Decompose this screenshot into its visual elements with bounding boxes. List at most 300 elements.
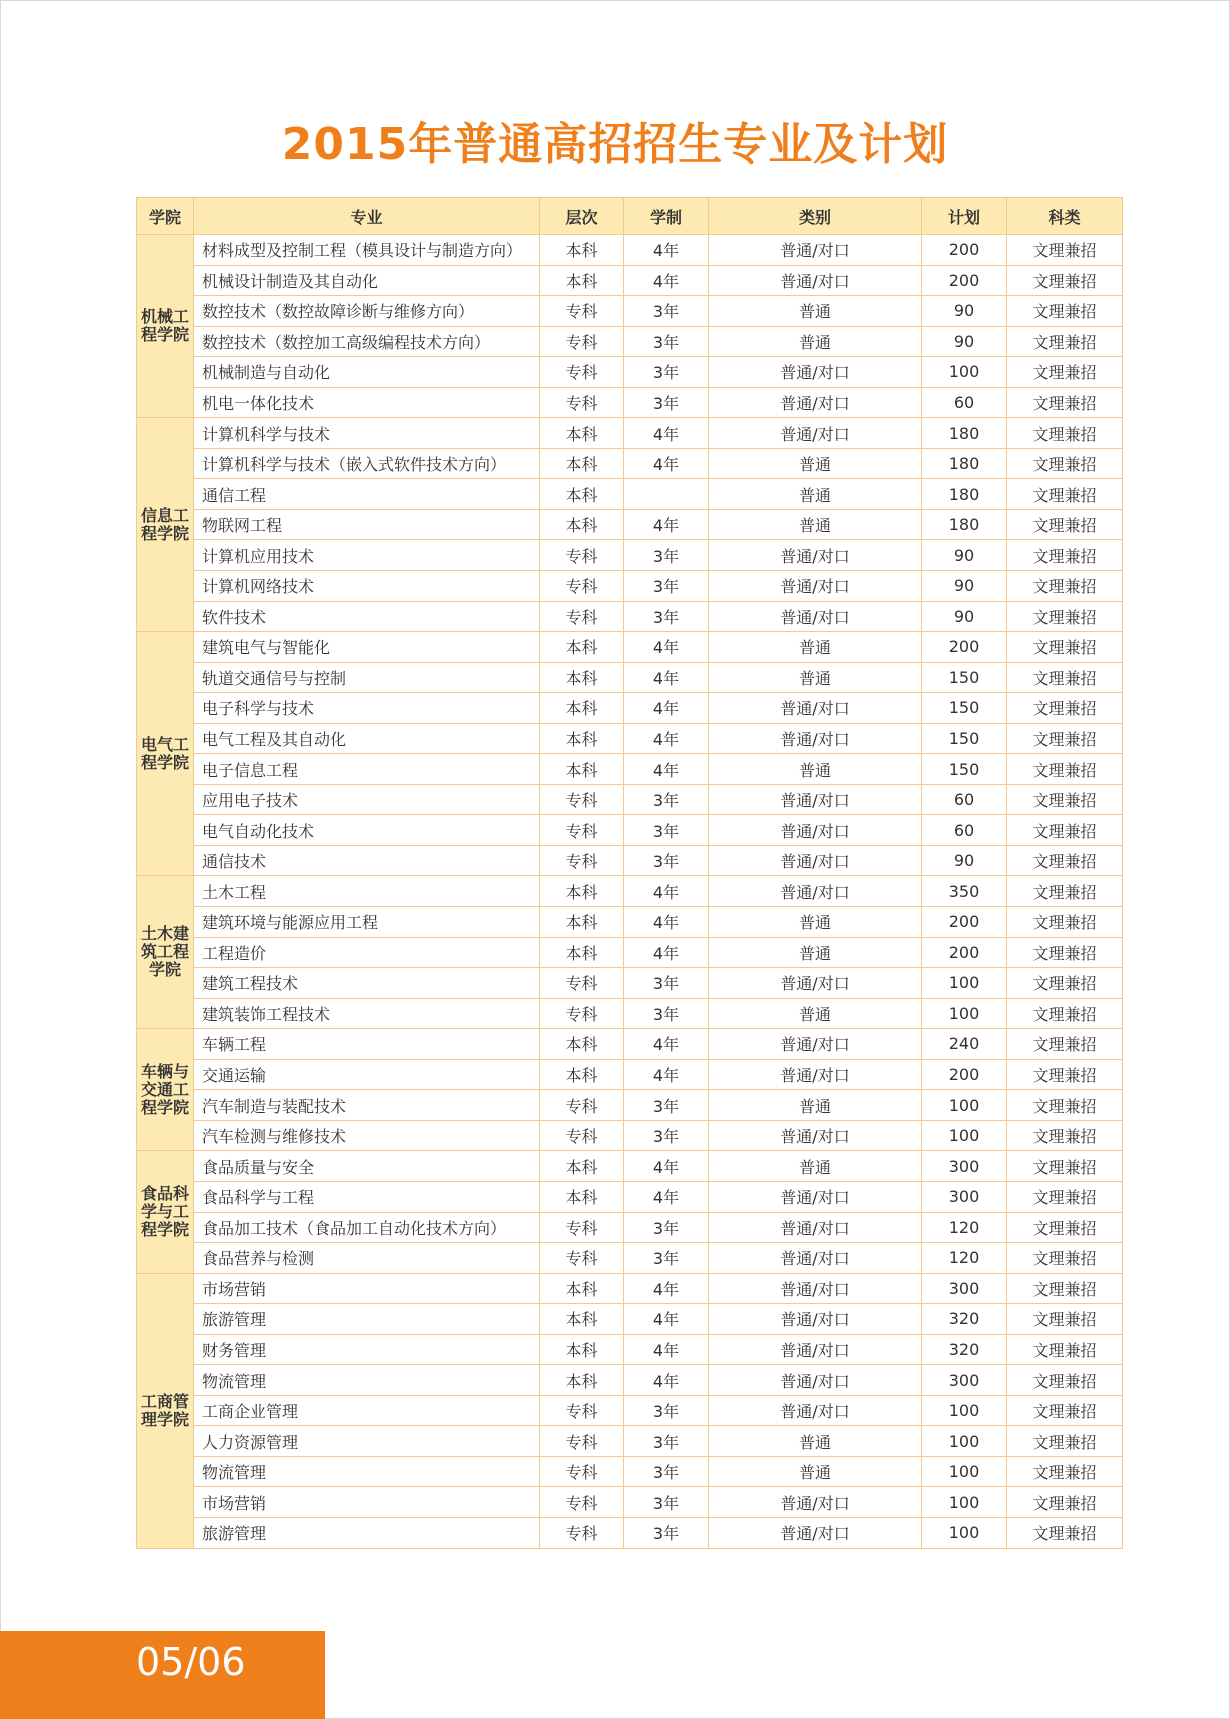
cell-category: 普通/对口 — [709, 845, 922, 876]
cell-category: 普通 — [709, 754, 922, 785]
cell-major: 食品营养与检测 — [194, 1243, 540, 1274]
table-row — [137, 296, 1123, 327]
cell-duration: 4年 — [624, 937, 709, 968]
college-name-cell: 电气工程学院 — [137, 632, 194, 876]
cell-category: 普通/对口 — [709, 1181, 922, 1212]
cell-subject: 文理兼招 — [1007, 326, 1123, 357]
table-row — [137, 418, 1123, 449]
cell-major: 财务管理 — [194, 1334, 540, 1365]
cell-duration: 3年 — [624, 1212, 709, 1243]
cell-category: 普通/对口 — [709, 1059, 922, 1090]
cell-plan: 300 — [922, 1273, 1007, 1304]
cell-duration: 3年 — [624, 1090, 709, 1121]
header-plan: 计划 — [922, 198, 1007, 235]
cell-category: 普通 — [709, 998, 922, 1029]
college-name-cell: 车辆与交通工程学院 — [137, 1029, 194, 1151]
cell-category: 普通/对口 — [709, 540, 922, 571]
table-row — [137, 907, 1123, 938]
cell-subject: 文理兼招 — [1007, 1273, 1123, 1304]
cell-major: 食品加工技术（食品加工自动化技术方向） — [194, 1212, 540, 1243]
cell-level: 专科 — [540, 1120, 624, 1151]
cell-plan: 300 — [922, 1151, 1007, 1182]
cell-category: 普通/对口 — [709, 387, 922, 418]
cell-level: 本科 — [540, 479, 624, 510]
cell-duration: 3年 — [624, 1517, 709, 1548]
cell-duration: 4年 — [624, 509, 709, 540]
cell-subject: 文理兼招 — [1007, 1365, 1123, 1396]
cell-plan: 180 — [922, 509, 1007, 540]
cell-category: 普通 — [709, 1090, 922, 1121]
cell-plan: 90 — [922, 845, 1007, 876]
cell-major: 轨道交通信号与控制 — [194, 662, 540, 693]
cell-major: 电子科学与技术 — [194, 693, 540, 724]
cell-subject: 文理兼招 — [1007, 784, 1123, 815]
cell-category: 普通/对口 — [709, 1365, 922, 1396]
cell-level: 专科 — [540, 1395, 624, 1426]
cell-category: 普通/对口 — [709, 1395, 922, 1426]
table-body — [137, 235, 1123, 1549]
cell-subject: 文理兼招 — [1007, 1059, 1123, 1090]
table-row — [137, 815, 1123, 846]
cell-duration: 3年 — [624, 357, 709, 388]
cell-plan: 100 — [922, 1426, 1007, 1457]
table-row — [137, 448, 1123, 479]
cell-category: 普通/对口 — [709, 235, 922, 266]
cell-subject: 文理兼招 — [1007, 632, 1123, 663]
cell-category: 普通/对口 — [709, 815, 922, 846]
cell-level: 本科 — [540, 1304, 624, 1335]
cell-plan: 100 — [922, 1090, 1007, 1121]
cell-category: 普通/对口 — [709, 601, 922, 632]
cell-subject: 文理兼招 — [1007, 1212, 1123, 1243]
cell-duration: 4年 — [624, 662, 709, 693]
cell-major: 食品科学与工程 — [194, 1181, 540, 1212]
cell-duration — [624, 479, 709, 510]
cell-level: 本科 — [540, 265, 624, 296]
college-name-cell: 食品科学与工程学院 — [137, 1151, 194, 1273]
cell-category: 普通 — [709, 509, 922, 540]
header-duration: 学制 — [624, 198, 709, 235]
table-row — [137, 723, 1123, 754]
cell-major: 车辆工程 — [194, 1029, 540, 1060]
cell-major: 土木工程 — [194, 876, 540, 907]
cell-duration: 4年 — [624, 418, 709, 449]
table-row — [137, 968, 1123, 999]
cell-duration: 4年 — [624, 1273, 709, 1304]
cell-category: 普通/对口 — [709, 1243, 922, 1274]
cell-major: 建筑工程技术 — [194, 968, 540, 999]
cell-subject: 文理兼招 — [1007, 907, 1123, 938]
cell-category: 普通 — [709, 937, 922, 968]
cell-plan: 200 — [922, 235, 1007, 266]
table-row — [137, 479, 1123, 510]
cell-duration: 4年 — [624, 693, 709, 724]
cell-subject: 文理兼招 — [1007, 540, 1123, 571]
cell-duration: 4年 — [624, 1365, 709, 1396]
table-row — [137, 1212, 1123, 1243]
table-header-row — [137, 198, 1123, 235]
cell-subject: 文理兼招 — [1007, 1090, 1123, 1121]
cell-plan: 100 — [922, 968, 1007, 999]
cell-duration: 3年 — [624, 968, 709, 999]
cell-duration: 3年 — [624, 601, 709, 632]
cell-plan: 200 — [922, 265, 1007, 296]
cell-subject: 文理兼招 — [1007, 387, 1123, 418]
cell-major: 人力资源管理 — [194, 1426, 540, 1457]
cell-plan: 120 — [922, 1212, 1007, 1243]
cell-major: 汽车检测与维修技术 — [194, 1120, 540, 1151]
cell-level: 专科 — [540, 1426, 624, 1457]
cell-category: 普通/对口 — [709, 693, 922, 724]
cell-level: 专科 — [540, 815, 624, 846]
table-row — [137, 693, 1123, 724]
college-name-cell: 信息工程学院 — [137, 418, 194, 632]
cell-category: 普通/对口 — [709, 784, 922, 815]
cell-level: 本科 — [540, 1181, 624, 1212]
cell-subject: 文理兼招 — [1007, 968, 1123, 999]
cell-major: 建筑电气与智能化 — [194, 632, 540, 663]
enrollment-plan-table — [136, 197, 1123, 1549]
cell-level: 本科 — [540, 509, 624, 540]
cell-duration: 3年 — [624, 1243, 709, 1274]
cell-duration: 4年 — [624, 265, 709, 296]
cell-subject: 文理兼招 — [1007, 235, 1123, 266]
cell-level: 本科 — [540, 937, 624, 968]
cell-plan: 120 — [922, 1243, 1007, 1274]
cell-level: 本科 — [540, 1151, 624, 1182]
cell-plan: 100 — [922, 998, 1007, 1029]
cell-subject: 文理兼招 — [1007, 937, 1123, 968]
table-row — [137, 937, 1123, 968]
cell-category: 普通 — [709, 1426, 922, 1457]
cell-subject: 文理兼招 — [1007, 876, 1123, 907]
cell-duration: 4年 — [624, 1181, 709, 1212]
table-row — [137, 1426, 1123, 1457]
cell-duration: 4年 — [624, 1304, 709, 1335]
cell-level: 专科 — [540, 1487, 624, 1518]
cell-plan: 100 — [922, 1456, 1007, 1487]
table-row — [137, 845, 1123, 876]
cell-plan: 300 — [922, 1365, 1007, 1396]
cell-subject: 文理兼招 — [1007, 815, 1123, 846]
cell-plan: 150 — [922, 754, 1007, 785]
table-row — [137, 540, 1123, 571]
cell-level: 专科 — [540, 601, 624, 632]
table-row — [137, 326, 1123, 357]
cell-major: 物联网工程 — [194, 509, 540, 540]
cell-plan: 300 — [922, 1181, 1007, 1212]
cell-duration: 3年 — [624, 1426, 709, 1457]
cell-duration: 3年 — [624, 1487, 709, 1518]
table-row — [137, 387, 1123, 418]
cell-major: 交通运输 — [194, 1059, 540, 1090]
cell-level: 本科 — [540, 448, 624, 479]
table-row — [137, 754, 1123, 785]
cell-subject: 文理兼招 — [1007, 1304, 1123, 1335]
table-row — [137, 601, 1123, 632]
cell-category: 普通/对口 — [709, 357, 922, 388]
header-level: 层次 — [540, 198, 624, 235]
cell-category: 普通 — [709, 448, 922, 479]
cell-major: 计算机科学与技术 — [194, 418, 540, 449]
cell-major: 物流管理 — [194, 1365, 540, 1396]
cell-major: 建筑装饰工程技术 — [194, 998, 540, 1029]
header-subject: 科类 — [1007, 198, 1123, 235]
cell-major: 电气工程及其自动化 — [194, 723, 540, 754]
cell-subject: 文理兼招 — [1007, 723, 1123, 754]
college-name-cell: 土木建筑工程学院 — [137, 876, 194, 1029]
cell-subject: 文理兼招 — [1007, 693, 1123, 724]
cell-subject: 文理兼招 — [1007, 662, 1123, 693]
cell-major: 建筑环境与能源应用工程 — [194, 907, 540, 938]
cell-plan: 200 — [922, 937, 1007, 968]
cell-subject: 文理兼招 — [1007, 479, 1123, 510]
cell-duration: 3年 — [624, 540, 709, 571]
cell-duration: 4年 — [624, 632, 709, 663]
cell-plan: 90 — [922, 296, 1007, 327]
college-name-cell: 机械工程学院 — [137, 235, 194, 418]
cell-subject: 文理兼招 — [1007, 1395, 1123, 1426]
cell-subject: 文理兼招 — [1007, 845, 1123, 876]
cell-duration: 4年 — [624, 1029, 709, 1060]
cell-plan: 320 — [922, 1334, 1007, 1365]
cell-subject: 文理兼招 — [1007, 1517, 1123, 1548]
cell-plan: 180 — [922, 418, 1007, 449]
cell-level: 本科 — [540, 1273, 624, 1304]
cell-major: 物流管理 — [194, 1456, 540, 1487]
cell-duration: 3年 — [624, 998, 709, 1029]
table-row — [137, 1120, 1123, 1151]
table-row — [137, 998, 1123, 1029]
table-row — [137, 1151, 1123, 1182]
cell-duration: 3年 — [624, 1395, 709, 1426]
cell-major: 机械制造与自动化 — [194, 357, 540, 388]
cell-plan: 180 — [922, 479, 1007, 510]
cell-major: 应用电子技术 — [194, 784, 540, 815]
cell-level: 本科 — [540, 1059, 624, 1090]
cell-category: 普通 — [709, 1151, 922, 1182]
cell-subject: 文理兼招 — [1007, 448, 1123, 479]
table-row — [137, 876, 1123, 907]
cell-duration: 4年 — [624, 907, 709, 938]
cell-category: 普通 — [709, 662, 922, 693]
cell-major: 数控技术（数控故障诊断与维修方向） — [194, 296, 540, 327]
table-row — [137, 1029, 1123, 1060]
cell-major: 计算机应用技术 — [194, 540, 540, 571]
cell-plan: 150 — [922, 662, 1007, 693]
cell-major: 材料成型及控制工程（模具设计与制造方向） — [194, 235, 540, 266]
cell-level: 本科 — [540, 723, 624, 754]
page-title: 2015年普通高招招生专业及计划 — [281, 119, 949, 170]
table-row — [137, 509, 1123, 540]
table-row — [137, 235, 1123, 266]
table-row — [137, 1487, 1123, 1518]
cell-category: 普通/对口 — [709, 571, 922, 602]
cell-level: 专科 — [540, 326, 624, 357]
cell-duration: 4年 — [624, 1151, 709, 1182]
cell-level: 专科 — [540, 1517, 624, 1548]
cell-plan: 100 — [922, 1517, 1007, 1548]
table-row — [137, 1304, 1123, 1335]
cell-level: 专科 — [540, 784, 624, 815]
table-row — [137, 265, 1123, 296]
table-row — [137, 1273, 1123, 1304]
cell-plan: 240 — [922, 1029, 1007, 1060]
cell-duration: 4年 — [624, 876, 709, 907]
cell-plan: 100 — [922, 1120, 1007, 1151]
cell-subject: 文理兼招 — [1007, 296, 1123, 327]
cell-level: 本科 — [540, 1334, 624, 1365]
cell-level: 专科 — [540, 845, 624, 876]
cell-level: 专科 — [540, 1090, 624, 1121]
cell-level: 本科 — [540, 1029, 624, 1060]
table-row — [137, 662, 1123, 693]
cell-plan: 350 — [922, 876, 1007, 907]
cell-duration: 3年 — [624, 1120, 709, 1151]
cell-subject: 文理兼招 — [1007, 1487, 1123, 1518]
cell-duration: 4年 — [624, 754, 709, 785]
cell-duration: 3年 — [624, 296, 709, 327]
cell-plan: 320 — [922, 1304, 1007, 1335]
cell-subject: 文理兼招 — [1007, 1120, 1123, 1151]
cell-level: 专科 — [540, 387, 624, 418]
cell-level: 专科 — [540, 296, 624, 327]
cell-major: 机械设计制造及其自动化 — [194, 265, 540, 296]
cell-level: 专科 — [540, 1212, 624, 1243]
cell-major: 市场营销 — [194, 1273, 540, 1304]
cell-plan: 100 — [922, 1487, 1007, 1518]
cell-duration: 4年 — [624, 1334, 709, 1365]
cell-plan: 180 — [922, 448, 1007, 479]
cell-category: 普通 — [709, 296, 922, 327]
table-row — [137, 1395, 1123, 1426]
cell-duration: 3年 — [624, 571, 709, 602]
cell-category: 普通/对口 — [709, 418, 922, 449]
cell-plan: 200 — [922, 907, 1007, 938]
cell-level: 本科 — [540, 1365, 624, 1396]
cell-category: 普通/对口 — [709, 265, 922, 296]
cell-level: 本科 — [540, 662, 624, 693]
cell-major: 电气自动化技术 — [194, 815, 540, 846]
cell-level: 专科 — [540, 1243, 624, 1274]
header-category: 类别 — [709, 198, 922, 235]
cell-major: 软件技术 — [194, 601, 540, 632]
cell-subject: 文理兼招 — [1007, 1456, 1123, 1487]
cell-category: 普通/对口 — [709, 723, 922, 754]
cell-category: 普通/对口 — [709, 1120, 922, 1151]
table-row — [137, 571, 1123, 602]
cell-major: 机电一体化技术 — [194, 387, 540, 418]
cell-subject: 文理兼招 — [1007, 1426, 1123, 1457]
cell-major: 计算机科学与技术（嵌入式软件技术方向） — [194, 448, 540, 479]
cell-duration: 3年 — [624, 815, 709, 846]
table-row — [137, 1365, 1123, 1396]
cell-subject: 文理兼招 — [1007, 571, 1123, 602]
cell-duration: 4年 — [624, 1059, 709, 1090]
cell-plan: 90 — [922, 571, 1007, 602]
cell-subject: 文理兼招 — [1007, 357, 1123, 388]
cell-category: 普通 — [709, 479, 922, 510]
cell-major: 通信技术 — [194, 845, 540, 876]
cell-category: 普通/对口 — [709, 1517, 922, 1548]
cell-plan: 150 — [922, 723, 1007, 754]
cell-category: 普通 — [709, 632, 922, 663]
table-row — [137, 1059, 1123, 1090]
header-college: 学院 — [137, 198, 194, 235]
cell-major: 旅游管理 — [194, 1304, 540, 1335]
cell-level: 本科 — [540, 693, 624, 724]
cell-level: 本科 — [540, 907, 624, 938]
cell-subject: 文理兼招 — [1007, 754, 1123, 785]
header-major: 专业 — [194, 198, 540, 235]
cell-subject: 文理兼招 — [1007, 1334, 1123, 1365]
cell-duration: 3年 — [624, 1456, 709, 1487]
table-row — [137, 784, 1123, 815]
table-row — [137, 1243, 1123, 1274]
cell-level: 专科 — [540, 357, 624, 388]
cell-major: 工程造价 — [194, 937, 540, 968]
cell-duration: 3年 — [624, 784, 709, 815]
cell-major: 电子信息工程 — [194, 754, 540, 785]
cell-subject: 文理兼招 — [1007, 1181, 1123, 1212]
cell-subject: 文理兼招 — [1007, 1243, 1123, 1274]
cell-plan: 200 — [922, 1059, 1007, 1090]
cell-major: 市场营销 — [194, 1487, 540, 1518]
cell-category: 普通/对口 — [709, 1212, 922, 1243]
cell-category: 普通/对口 — [709, 1487, 922, 1518]
cell-duration: 4年 — [624, 448, 709, 479]
cell-duration: 3年 — [624, 387, 709, 418]
table-row — [137, 1517, 1123, 1548]
cell-plan: 200 — [922, 632, 1007, 663]
cell-level: 专科 — [540, 998, 624, 1029]
table-row — [137, 632, 1123, 663]
college-name-cell: 工商管理学院 — [137, 1273, 194, 1548]
cell-level: 专科 — [540, 968, 624, 999]
cell-category: 普通/对口 — [709, 1334, 922, 1365]
table-row — [137, 357, 1123, 388]
cell-major: 汽车制造与装配技术 — [194, 1090, 540, 1121]
cell-level: 本科 — [540, 235, 624, 266]
cell-level: 本科 — [540, 418, 624, 449]
cell-category: 普通/对口 — [709, 1273, 922, 1304]
cell-category: 普通/对口 — [709, 968, 922, 999]
cell-category: 普通 — [709, 326, 922, 357]
cell-subject: 文理兼招 — [1007, 1151, 1123, 1182]
cell-major: 通信工程 — [194, 479, 540, 510]
cell-category: 普通/对口 — [709, 1029, 922, 1060]
cell-plan: 90 — [922, 601, 1007, 632]
cell-major: 工商企业管理 — [194, 1395, 540, 1426]
cell-level: 本科 — [540, 876, 624, 907]
cell-plan: 60 — [922, 784, 1007, 815]
cell-plan: 90 — [922, 540, 1007, 571]
cell-subject: 文理兼招 — [1007, 509, 1123, 540]
cell-duration: 3年 — [624, 845, 709, 876]
table-row — [137, 1090, 1123, 1121]
cell-level: 专科 — [540, 571, 624, 602]
cell-major: 旅游管理 — [194, 1517, 540, 1548]
cell-plan: 100 — [922, 357, 1007, 388]
cell-subject: 文理兼招 — [1007, 601, 1123, 632]
cell-plan: 60 — [922, 387, 1007, 418]
cell-plan: 60 — [922, 815, 1007, 846]
cell-level: 本科 — [540, 632, 624, 663]
cell-category: 普通/对口 — [709, 876, 922, 907]
cell-plan: 100 — [922, 1395, 1007, 1426]
cell-category: 普通 — [709, 1456, 922, 1487]
cell-plan: 90 — [922, 326, 1007, 357]
